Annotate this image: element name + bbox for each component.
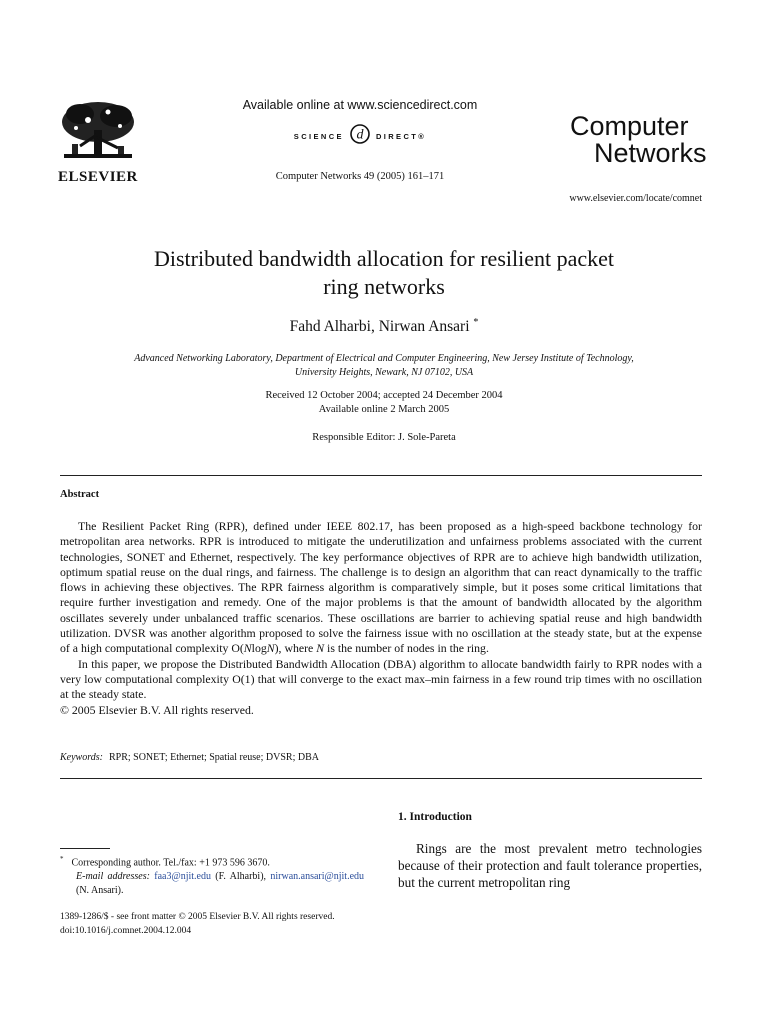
abstract-paragraph-2: In this paper, we propose the Distributed Bandwidth Allocation (DBA) algorithm to allocate bandwidth fairly to RPR nodes with a very low computational complexity O(1) that will converge to the exact max–min fairness in a few round trip times with no oscillation at the steady state. [60,656,702,702]
journal-logo [570,113,710,167]
abstract-body [60,519,702,718]
affiliation [60,352,708,380]
title-line-1: Distributed bandwidth allocation for resilient packet [153,246,615,271]
email-name-2: (N. Ansari). [76,885,124,897]
journal-logo-line2: Networks [594,138,707,168]
abstract-heading: Abstract [60,489,100,500]
abstract-paragraph-1 [60,519,702,657]
section-heading-introduction: 1. Introduction [398,811,472,823]
introduction-body [398,840,702,891]
journal-citation: Computer Networks 49 (2005) 161–171 [275,171,445,182]
math-n: N [266,641,275,656]
math-log: log [251,641,267,656]
front-matter [60,911,335,938]
journal-logo-line1: Computer [570,111,689,141]
sd-right-word: DIRECT [375,132,419,141]
front-matter-line-1: 1389-1286/$ - see front matter © 2005 Elsevier B.V. All rights reserved. [60,912,335,922]
email-label: E-mail addresses: [76,871,150,883]
responsible-editor: Responsible Editor: J. Sole-Pareta [312,432,456,443]
article-dates [60,389,708,417]
footnote-corresponding-text: Corresponding author. Tel./fax: +1 973 596 3670. [71,857,270,869]
elsevier-tree-icon [58,100,138,162]
affiliation-line-2: University Heights, Newark, NJ 07102, USA [294,367,474,378]
footnote-divider [60,848,110,849]
available-online-text: Available online at www.sciencedirect.com [242,98,478,112]
affiliation-line-1: Advanced Networking Laboratory, Department of Electrical and Computer Engineering, New Jersey Institute of Technology, [134,353,634,364]
keywords [60,752,319,763]
top-divider [60,475,702,476]
abstract-copyright: © 2005 Elsevier B.V. All rights reserved. [60,702,254,717]
footnote-mark: * [60,855,64,863]
available-date: Available online 2 March 2005 [318,404,450,415]
email-link-ansari[interactable]: nirwan.ansari@njit.edu [270,871,365,883]
author-list [60,317,708,336]
title-line-2: ring networks [323,274,445,299]
bottom-divider [60,778,702,779]
math-n: N [243,641,252,656]
publisher-name: ELSEVIER [58,169,138,185]
author-footnote-mark[interactable]: * [473,317,479,328]
introduction-paragraph: Rings are the most prevalent metro technologies because of their protection and fault tolerance properties, but the current metropolitan ring [398,841,702,890]
footnote-corresponding [60,852,364,870]
journal-url[interactable]: www.elsevier.com/locate/comnet [569,193,702,204]
keywords-label: Keywords: [60,752,103,763]
doi[interactable]: doi:10.1016/j.comnet.2004.12.004 [60,925,192,936]
sd-registered-mark: ® [418,132,427,141]
authors-text: Fahd Alharbi, Nirwan Ansari [289,318,470,336]
keywords-list: RPR; SONET; Ethernet; Spatial reuse; DVSR; DBA [108,752,319,763]
article-title [60,245,708,301]
abstract-p1-mid: ), where [274,641,317,656]
sciencedirect-logo [250,122,470,146]
received-date: Received 12 October 2004; accepted 24 December 2004 [265,390,503,401]
abstract-p1-end: is the number of nodes in the ring. [324,641,489,656]
sd-at-icon [348,122,372,151]
sd-left-word: SCIENCE [293,132,344,141]
svg-text:d: d [356,127,364,143]
math-n: N [316,641,325,656]
footnote-emails [60,870,364,898]
footnote [60,852,364,898]
email-link-alharbi[interactable]: faa3@njit.edu [154,871,211,883]
email-name-1: (F. Alharbi), [210,871,271,883]
elsevier-logo [58,100,140,186]
abstract-p1-text: The Resilient Packet Ring (RPR), defined under IEEE 802.17, has been proposed as a high-speed backbone technology for metropolitan area networks. RPR is introduced to mitigate the underutilization and unfairness problems associated with the current technologies, SONET and Ethernet, respectively. The key performance objectives of RPR are to achieve high bandwidth utilization, optimum spatial reuse on the dual rings, and fairness. The challenge is to design an algorithm that can react dynamically to the traffic flows in achieving these objectives. The RPR fairness algorithm is comparatively simple, but it poses some critical limitations that require further investigation and remedy. One of the major problems is that the amount of bandwidth allocated by the algorithm oscillates severely under unbalanced traffic scenarios. These oscillations are barrier to achieving spatial reuse and high bandwidth utilization. DVSR was another algorithm proposed to solve the fairness issue with no oscillation at the steady state, but at the expense of a high computational complexity O( [60,519,702,656]
